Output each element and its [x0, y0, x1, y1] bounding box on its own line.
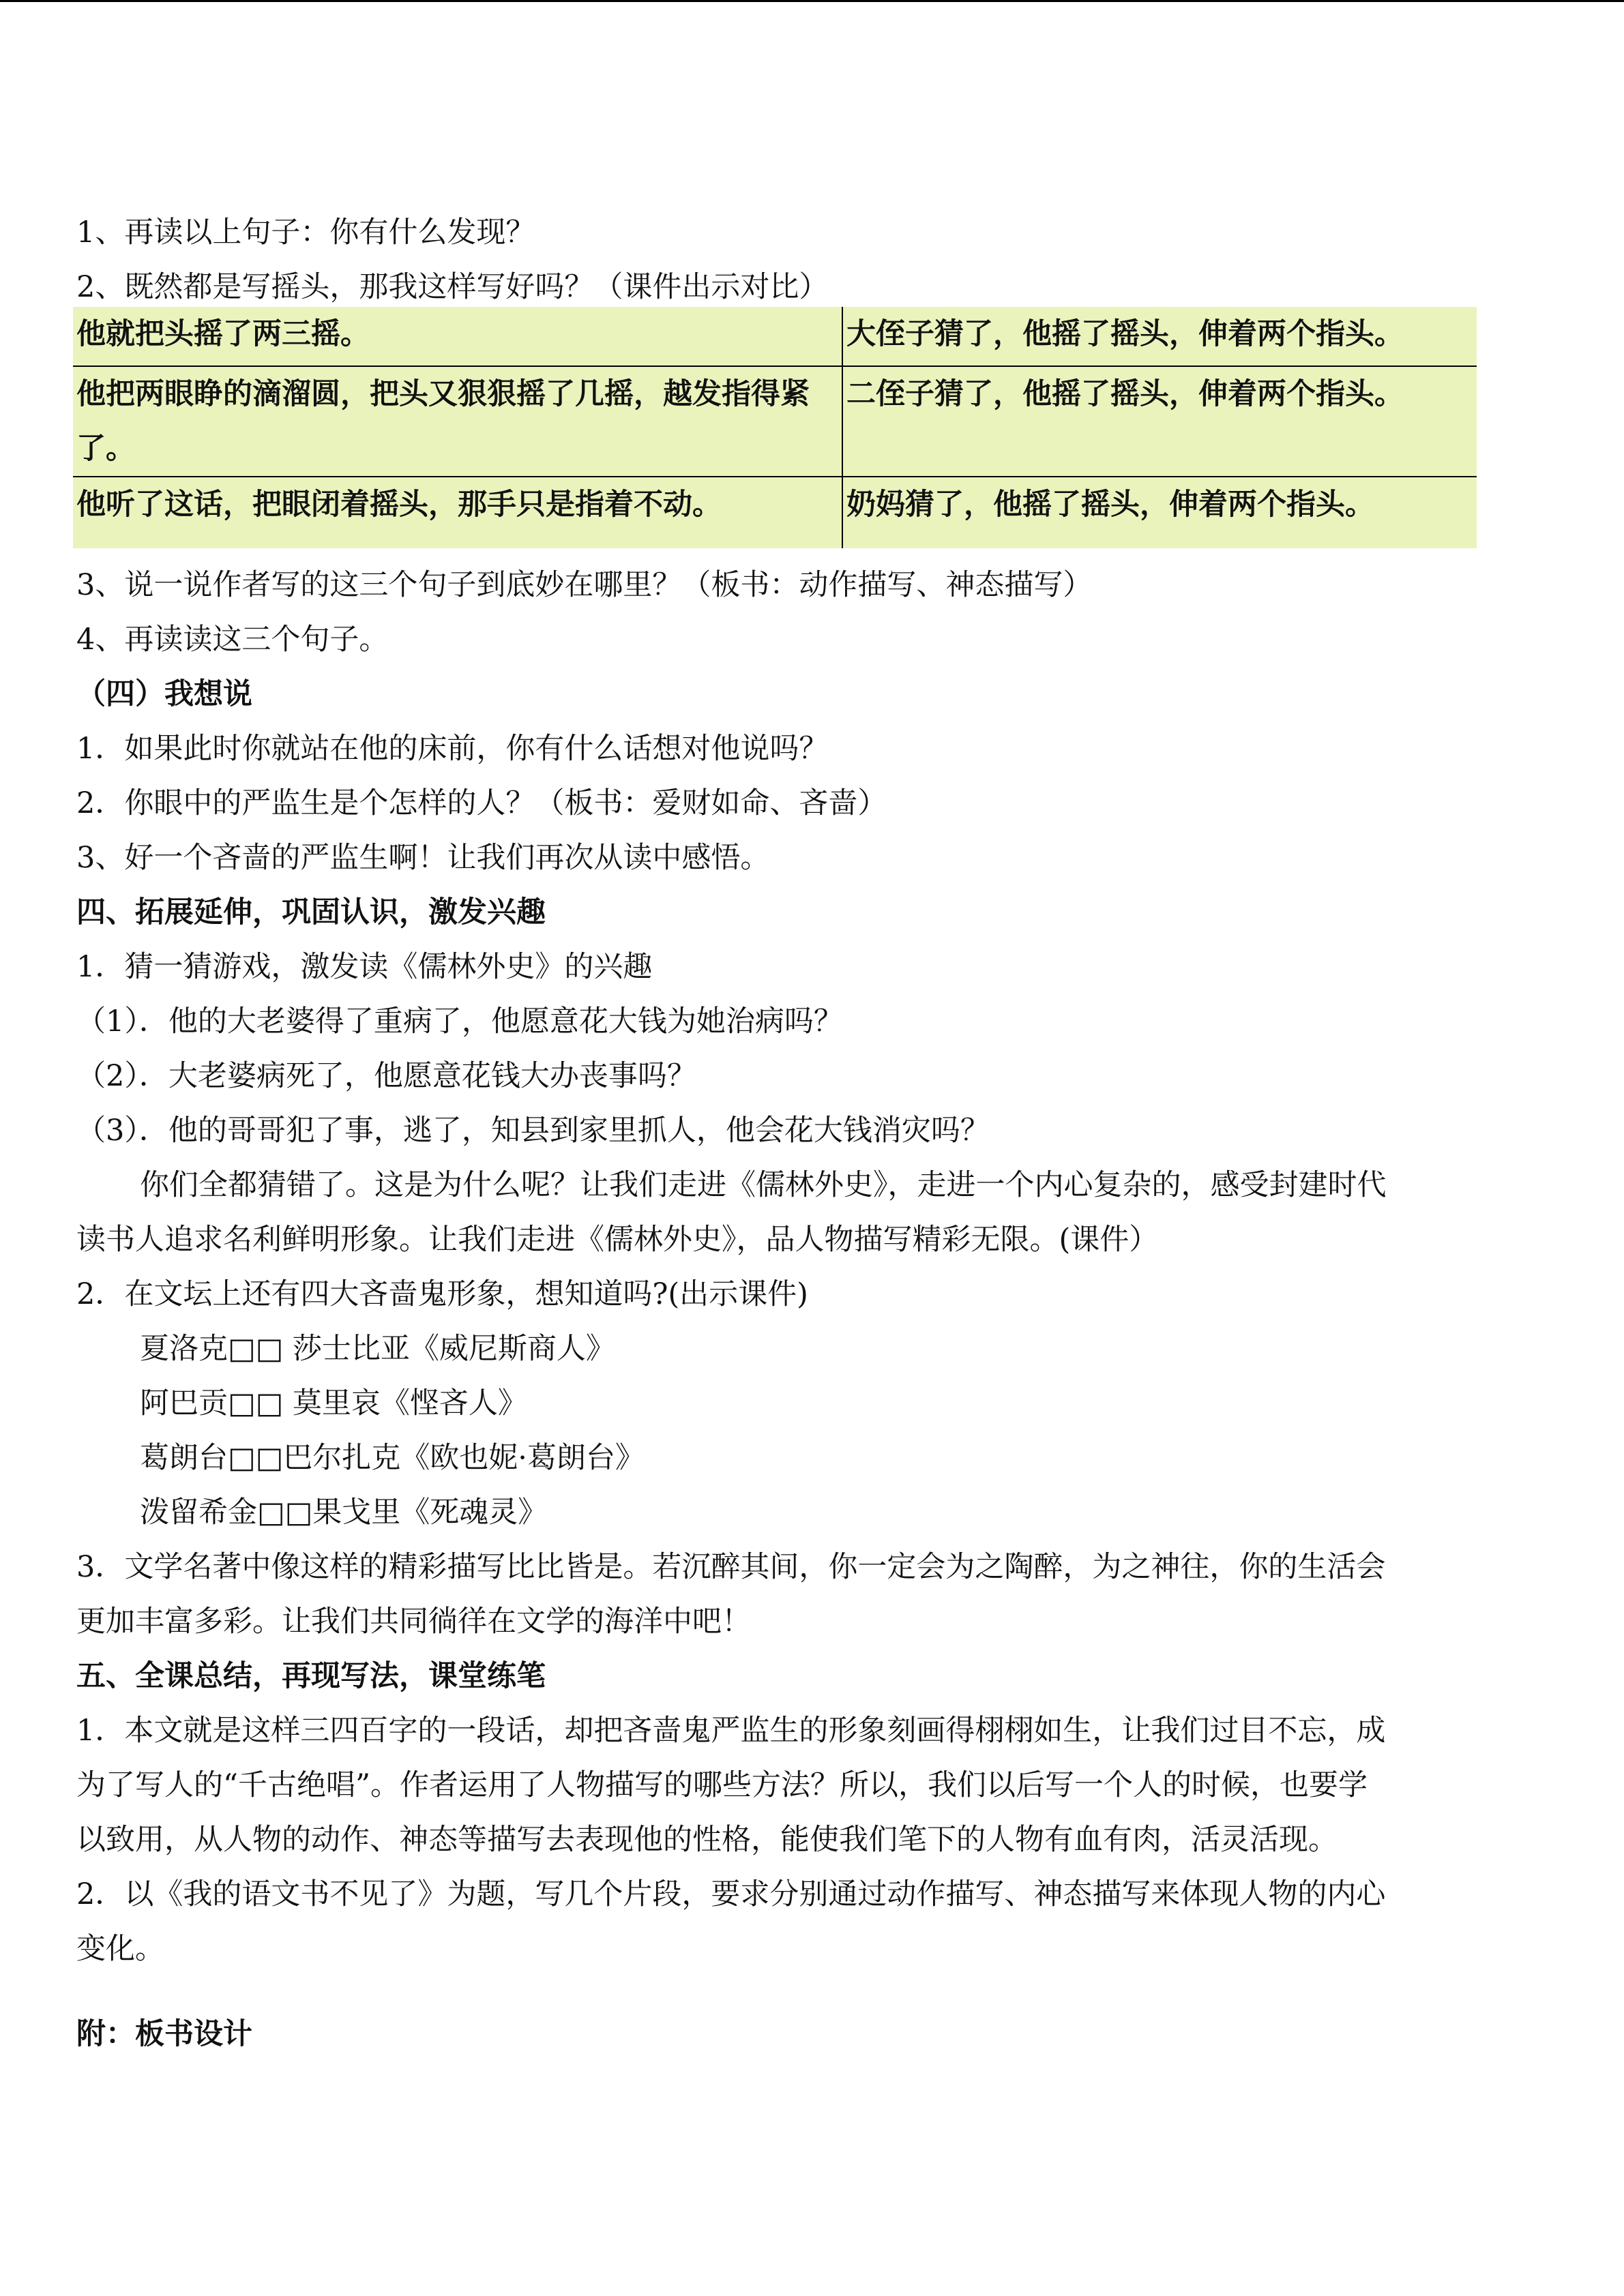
body-line: 2．你眼中的严监生是个怎样的人？（板书：爱财如命、吝啬）: [76, 786, 887, 820]
question-line: 2、既然都是写摇头，那我这样写好吗？（课件出示对比）: [76, 270, 829, 304]
body-line: 4、再读读这三个句子。: [76, 623, 389, 657]
list-item: 葛朗台□□巴尔扎克《欧也妮·葛朗台》: [140, 1441, 645, 1475]
comparison-table: [73, 307, 1477, 548]
body-line: 为了写人的“千古绝唱”。作者运用了人物描写的哪些方法？所以，我们以后写一个人的时候，也要学: [76, 1768, 1368, 1802]
section-heading: （四）我想说: [76, 677, 252, 711]
body-line: 更加丰富多彩。让我们共同徜徉在文学的海洋中吧！: [76, 1605, 751, 1639]
body-line: 读书人追求名利鲜明形象。让我们走进《儒林外史》，品人物描写精彩无限。(课件）: [76, 1223, 1159, 1257]
body-line: 3．文学名著中像这样的精彩描写比比皆是。若沉醉其间，你一定会为之陶醉，为之神往，你的生活会: [76, 1550, 1386, 1584]
body-line: 1．如果此时你就站在他的床前，你有什么话想对他说吗？: [76, 732, 829, 766]
body-line: 2．以《我的语文书不见了》为题，写几个片段，要求分别通过动作描写、神态描写来体现人物的内心: [76, 1877, 1386, 1911]
body-line: 以致用，从人物的动作、神态等描写去表现他的性格，能使我们笔下的人物有血有肉，活灵活现。: [76, 1823, 1338, 1857]
section-heading: 五、全课总结，再现写法，课堂练笔: [76, 1659, 546, 1693]
body-line: 你们全都猜错了。这是为什么呢？让我们走进《儒林外史》，走进一个内心复杂的，感受封建时代: [140, 1168, 1387, 1202]
body-line: （2）．大老婆病死了，他愿意花钱大办丧事吗？: [76, 1059, 696, 1093]
body-line: 2．在文坛上还有四大吝啬鬼形象，想知道吗?(出示课件): [76, 1277, 808, 1311]
table-cell: 大侄子猜了，他摇了摇头，伸着两个指头。: [842, 307, 1477, 366]
body-line: （1）．他的大老婆得了重病了，他愿意花大钱为她治病吗？: [76, 1004, 843, 1039]
table-cell: 他听了这话，把眼闭着摇头，那手只是指着不动。: [73, 477, 842, 548]
table-row: [73, 307, 1477, 366]
body-line: 3、好一个吝啬的严监生啊！让我们再次从读中感悟。: [76, 841, 770, 875]
body-line: （3）．他的哥哥犯了事，逃了，知县到家里抓人，他会花大钱消灾吗？: [76, 1114, 990, 1148]
table-cell: 二侄子猜了，他摇了摇头，伸着两个指头。: [842, 366, 1477, 477]
list-item: 阿巴贡□□ 莫里哀《悭吝人》: [140, 1386, 527, 1420]
table-cell: 他就把头摇了两三摇。: [73, 307, 842, 366]
body-line: 变化。: [76, 1932, 164, 1966]
table-cell: 他把两眼睁的滴溜圆，把头又狠狠摇了几摇，越发指得紧了。: [73, 366, 842, 477]
table-cell: 奶妈猜了，他摇了摇头，伸着两个指头。: [842, 477, 1477, 548]
question-line: 1、再读以上句子：你有什么发现？: [76, 215, 535, 250]
body-line: 3、说一说作者写的这三个句子到底妙在哪里？（板书：动作描写、神态描写）: [76, 568, 1093, 602]
table-row: [73, 366, 1477, 477]
list-item: 泼留希金□□果戈里《死魂灵》: [140, 1495, 548, 1530]
section-heading: 四、拓展延伸，巩固认识，激发兴趣: [76, 895, 546, 929]
body-line: 1．猜一猜游戏，激发读《儒林外史》的兴趣: [76, 950, 653, 984]
list-item: 夏洛克□□ 莎士比亚《威尼斯商人》: [140, 1332, 615, 1366]
section-heading: 附：板书设计: [76, 2017, 252, 2051]
body-line: 1．本文就是这样三四百字的一段话，却把吝啬鬼严监生的形象刻画得栩栩如生，让我们过目不忘，成: [76, 1714, 1386, 1748]
table-row: [73, 477, 1477, 548]
